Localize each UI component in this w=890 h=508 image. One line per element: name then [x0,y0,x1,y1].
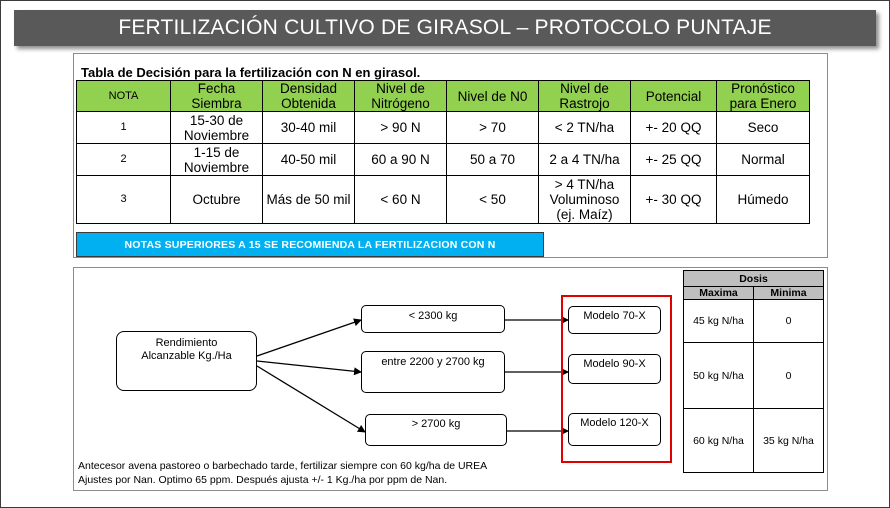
model-box-3 [568,413,661,446]
recommendation-banner: NOTAS SUPERIORES A 15 SE RECOMIENDA LA FERTILIZACION CON N [76,232,544,257]
table-cell: Normal [717,144,810,176]
table-cell: 50 a 70 [447,144,539,176]
model-label: Modelo 120-X [580,417,649,429]
range-label: entre 2200 y 2700 kg [381,356,485,368]
table-cell: +- 25 QQ [631,144,717,176]
header-fecha-siembra: Fecha Siembra [171,81,263,112]
note-antecesor: Antecesor avena pastoreo o barbechado tarde, fertilizar siempre con 60 kg/ha de UREA [78,460,488,472]
dose-row [684,409,824,473]
dose-header-maxima: Maxima [684,287,754,300]
table-cell: > 4 TN/ha Voluminoso (ej. Maíz) [539,176,631,224]
slide-title: FERTILIZACIÓN CULTIVO DE GIRASOL – PROTOCOLO PUNTAJE [14,10,876,46]
table-cell: 1-15 de Noviembre [171,144,263,176]
table-cell: > 90 N [355,112,447,144]
table-cell: Más de 50 mil [263,176,355,224]
dose-cell: 50 kg N/ha [684,343,754,409]
table-cell: Octubre [171,176,263,224]
range-box-2 [361,351,505,393]
table-caption: Tabla de Decisión para la fertilización con N en girasol. [81,65,421,80]
table-cell: 2 a 4 TN/ha [539,144,631,176]
range-box-3 [365,414,507,446]
dose-cell: 0 [754,343,824,409]
dose-cell: 60 kg N/ha [684,409,754,473]
dose-cell: 35 kg N/ha [754,409,824,473]
table-cell: 30-40 mil [263,112,355,144]
dose-title: Dosis [684,271,824,287]
arrow-to-range-3 [257,366,365,432]
header-nivel-nitrogeno: Nivel de Nitrógeno [355,81,447,112]
dose-row [684,343,824,409]
header-nivel-rastrojo: Nivel de Rastrojo [539,81,631,112]
table-cell: +- 20 QQ [631,112,717,144]
dose-header-minima: Minima [754,287,824,300]
table-cell: Húmedo [717,176,810,224]
table-cell: 2 [77,144,171,176]
table-cell: < 60 N [355,176,447,224]
table-cell: Seco [717,112,810,144]
header-potencial: Potencial [631,81,717,112]
rendimiento-label: Rendimiento Alcanzable Kg./Ha [141,337,232,362]
range-label: < 2300 kg [408,310,458,322]
table-cell: 15-30 de Noviembre [171,112,263,144]
header-nivel-n0: Nivel de N0 [447,81,539,112]
table-cell: 60 a 90 N [355,144,447,176]
model-box-1 [568,306,661,334]
table-cell: < 2 TN/ha [539,112,631,144]
range-label: > 2700 kg [411,418,461,430]
table-cell: 3 [77,176,171,224]
model-label: Modelo 90-X [583,358,646,370]
header-pronostico: Pronóstico para Enero [717,81,810,112]
arrow-to-range-2 [257,361,361,372]
header-densidad: Densidad Obtenida [263,81,355,112]
dose-cell: 45 kg N/ha [684,300,754,343]
arrow-to-range-1 [257,320,361,356]
table-cell: 1 [77,112,171,144]
model-box-2 [568,354,661,384]
table-cell: > 70 [447,112,539,144]
header-nota: NOTA [77,81,171,112]
dose-row [684,300,824,343]
dose-title-row [684,271,824,287]
model-label: Modelo 70-X [583,310,646,322]
note-ajustes: Ajustes por Nan. Optimo 65 ppm. Después ajusta +/- 1 Kg./ha por ppm de Nan. [78,474,448,486]
dose-table [683,270,824,473]
dose-cell: 0 [754,300,824,343]
rendimiento-box [116,331,257,391]
table-cell: +- 30 QQ [631,176,717,224]
table-cell: 40-50 mil [263,144,355,176]
range-box-1 [361,305,505,333]
dose-header-row [684,287,824,300]
table-cell: < 50 [447,176,539,224]
